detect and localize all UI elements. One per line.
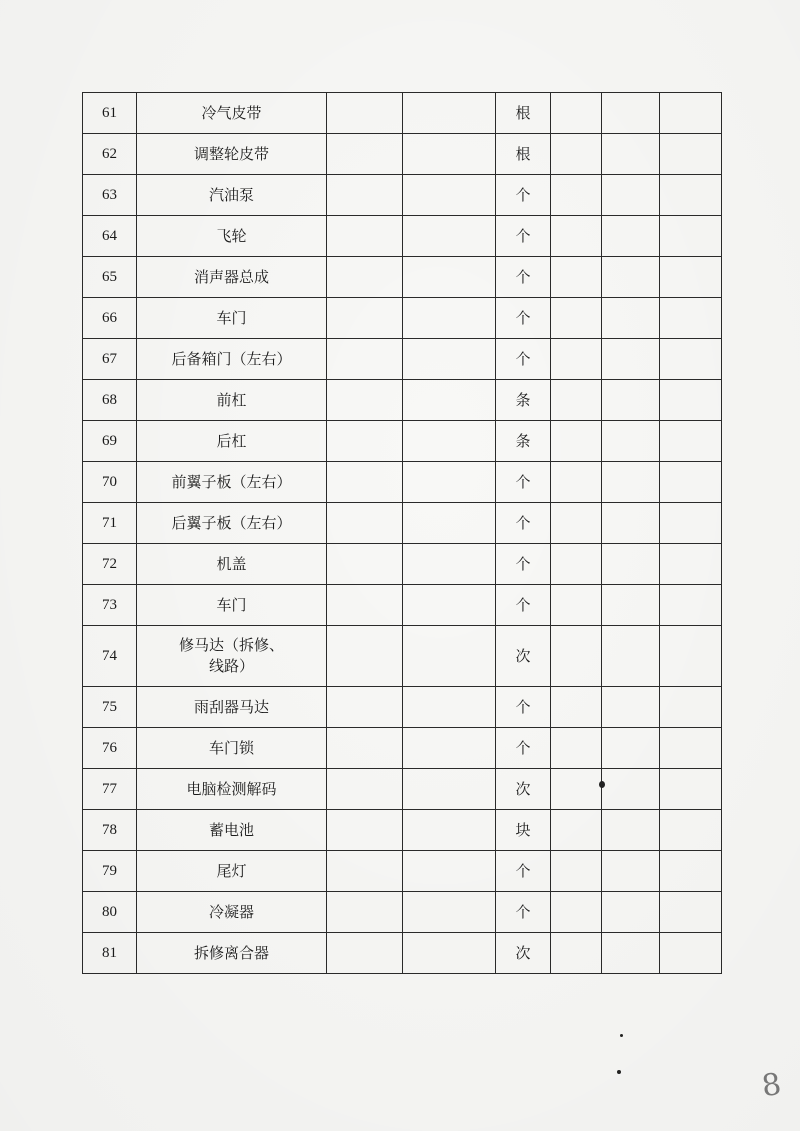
unit-cell: 个: [496, 503, 551, 544]
empty-cell: [327, 585, 403, 626]
empty-cell: [327, 462, 403, 503]
row-number: 75: [83, 687, 137, 728]
row-number: 76: [83, 728, 137, 769]
empty-cell: [403, 933, 496, 974]
table-row: [83, 216, 722, 257]
unit-cell: 个: [496, 298, 551, 339]
empty-cell: [660, 421, 722, 462]
table-row: [83, 728, 722, 769]
table-row: [83, 687, 722, 728]
item-name: 前翼子板（左右）: [137, 462, 327, 503]
unit-cell: 条: [496, 380, 551, 421]
empty-cell: [327, 421, 403, 462]
empty-cell: [602, 380, 660, 421]
table-row: [83, 380, 722, 421]
row-number: 61: [83, 93, 137, 134]
empty-cell: [602, 257, 660, 298]
empty-cell: [660, 134, 722, 175]
item-name-line: 线路）: [208, 657, 254, 675]
empty-cell: [660, 175, 722, 216]
empty-cell: [327, 687, 403, 728]
row-number: 71: [83, 503, 137, 544]
empty-cell: [327, 339, 403, 380]
parts-table-body: [83, 93, 722, 974]
empty-cell: [403, 462, 496, 503]
empty-cell: [403, 810, 496, 851]
row-number: 67: [83, 339, 137, 380]
empty-cell: [551, 503, 602, 544]
table-row: [83, 933, 722, 974]
row-number: 65: [83, 257, 137, 298]
item-name: 车门: [137, 298, 327, 339]
item-name: [137, 626, 327, 687]
empty-cell: [327, 134, 403, 175]
empty-cell: [327, 216, 403, 257]
item-name: 后杠: [137, 421, 327, 462]
item-name: 前杠: [137, 380, 327, 421]
item-name: 蓄电池: [137, 810, 327, 851]
item-name: 车门: [137, 585, 327, 626]
empty-cell: [660, 933, 722, 974]
empty-cell: [551, 851, 602, 892]
table-row: [83, 892, 722, 933]
table-row: [83, 175, 722, 216]
row-number: 70: [83, 462, 137, 503]
empty-cell: [403, 585, 496, 626]
empty-cell: [602, 544, 660, 585]
row-number: 64: [83, 216, 137, 257]
empty-cell: [327, 851, 403, 892]
empty-cell: [403, 769, 496, 810]
empty-cell: [602, 93, 660, 134]
table-row: [83, 298, 722, 339]
empty-cell: [403, 298, 496, 339]
table-row: [83, 769, 722, 810]
empty-cell: [660, 339, 722, 380]
empty-cell: [403, 851, 496, 892]
unit-cell: 个: [496, 728, 551, 769]
unit-cell: 个: [496, 892, 551, 933]
empty-cell: [602, 462, 660, 503]
row-number: 74: [83, 626, 137, 687]
empty-cell: [660, 769, 722, 810]
empty-cell: [660, 626, 722, 687]
empty-cell: [551, 216, 602, 257]
unit-cell: 个: [496, 339, 551, 380]
table-row: [83, 851, 722, 892]
empty-cell: [403, 93, 496, 134]
row-number: 81: [83, 933, 137, 974]
empty-cell: [660, 462, 722, 503]
table-row: [83, 134, 722, 175]
table-row: [83, 503, 722, 544]
empty-cell: [403, 421, 496, 462]
empty-cell: [403, 728, 496, 769]
empty-cell: [660, 892, 722, 933]
empty-cell: [327, 380, 403, 421]
empty-cell: [602, 175, 660, 216]
empty-cell: [551, 93, 602, 134]
empty-cell: [327, 892, 403, 933]
empty-cell: [403, 626, 496, 687]
item-name: 后翼子板（左右）: [137, 503, 327, 544]
parts-table: [82, 92, 722, 974]
empty-cell: [602, 503, 660, 544]
empty-cell: [551, 544, 602, 585]
empty-cell: [551, 585, 602, 626]
item-name: 调整轮皮带: [137, 134, 327, 175]
empty-cell: [602, 933, 660, 974]
empty-cell: [551, 892, 602, 933]
table-row: [83, 257, 722, 298]
empty-cell: [551, 687, 602, 728]
empty-cell: [660, 380, 722, 421]
unit-cell: 块: [496, 810, 551, 851]
empty-cell: [602, 687, 660, 728]
empty-cell: [403, 175, 496, 216]
table-row: [83, 810, 722, 851]
empty-cell: [403, 257, 496, 298]
empty-cell: [551, 728, 602, 769]
ink-speck: [620, 1034, 623, 1037]
unit-cell: 个: [496, 462, 551, 503]
item-name: 冷气皮带: [137, 93, 327, 134]
table-row: [83, 339, 722, 380]
empty-cell: [327, 810, 403, 851]
empty-cell: [602, 585, 660, 626]
table-row: [83, 626, 722, 687]
empty-cell: [327, 544, 403, 585]
item-name: 飞轮: [137, 216, 327, 257]
item-name: 尾灯: [137, 851, 327, 892]
row-number: 73: [83, 585, 137, 626]
empty-cell: [660, 810, 722, 851]
row-number: 80: [83, 892, 137, 933]
unit-cell: 个: [496, 257, 551, 298]
item-name: 拆修离合器: [137, 933, 327, 974]
empty-cell: [602, 626, 660, 687]
empty-cell: [602, 298, 660, 339]
item-name: 后备箱门（左右）: [137, 339, 327, 380]
unit-cell: 个: [496, 585, 551, 626]
row-number: 68: [83, 380, 137, 421]
unit-cell: 次: [496, 933, 551, 974]
empty-cell: [403, 687, 496, 728]
empty-cell: [660, 93, 722, 134]
empty-cell: [327, 257, 403, 298]
item-name: 冷凝器: [137, 892, 327, 933]
item-name: 消声器总成: [137, 257, 327, 298]
row-number: 72: [83, 544, 137, 585]
empty-cell: [551, 175, 602, 216]
empty-cell: [602, 851, 660, 892]
empty-cell: [602, 769, 660, 810]
ink-speck: [599, 781, 605, 788]
empty-cell: [403, 380, 496, 421]
empty-cell: [660, 544, 722, 585]
table-row: [83, 93, 722, 134]
empty-cell: [551, 380, 602, 421]
empty-cell: [327, 728, 403, 769]
row-number: 62: [83, 134, 137, 175]
empty-cell: [551, 134, 602, 175]
empty-cell: [551, 257, 602, 298]
empty-cell: [327, 933, 403, 974]
unit-cell: 个: [496, 175, 551, 216]
empty-cell: [660, 851, 722, 892]
row-number: 79: [83, 851, 137, 892]
empty-cell: [327, 626, 403, 687]
unit-cell: 根: [496, 134, 551, 175]
unit-cell: 条: [496, 421, 551, 462]
empty-cell: [602, 421, 660, 462]
empty-cell: [551, 769, 602, 810]
empty-cell: [602, 892, 660, 933]
empty-cell: [602, 216, 660, 257]
table-row: [83, 421, 722, 462]
unit-cell: 个: [496, 544, 551, 585]
item-name: 汽油泵: [137, 175, 327, 216]
unit-cell: 次: [496, 769, 551, 810]
empty-cell: [327, 175, 403, 216]
empty-cell: [551, 421, 602, 462]
empty-cell: [551, 339, 602, 380]
empty-cell: [602, 728, 660, 769]
unit-cell: 个: [496, 216, 551, 257]
unit-cell: 次: [496, 626, 551, 687]
item-name-line: 修马达（拆修、: [178, 636, 284, 654]
empty-cell: [327, 503, 403, 544]
row-number: 63: [83, 175, 137, 216]
empty-cell: [403, 503, 496, 544]
empty-cell: [660, 216, 722, 257]
empty-cell: [660, 687, 722, 728]
item-name: 电脑检测解码: [137, 769, 327, 810]
table-row: [83, 462, 722, 503]
empty-cell: [660, 503, 722, 544]
empty-cell: [551, 626, 602, 687]
table-row: [83, 544, 722, 585]
empty-cell: [403, 339, 496, 380]
row-number: 69: [83, 421, 137, 462]
empty-cell: [660, 585, 722, 626]
empty-cell: [602, 810, 660, 851]
empty-cell: [327, 298, 403, 339]
empty-cell: [602, 134, 660, 175]
empty-cell: [403, 134, 496, 175]
page-number: 8: [759, 1066, 784, 1105]
empty-cell: [660, 298, 722, 339]
row-number: 78: [83, 810, 137, 851]
unit-cell: 个: [496, 687, 551, 728]
empty-cell: [403, 892, 496, 933]
empty-cell: [660, 257, 722, 298]
empty-cell: [551, 462, 602, 503]
empty-cell: [403, 544, 496, 585]
unit-cell: 根: [496, 93, 551, 134]
row-number: 77: [83, 769, 137, 810]
row-number: 66: [83, 298, 137, 339]
item-name: 雨刮器马达: [137, 687, 327, 728]
item-name: 机盖: [137, 544, 327, 585]
empty-cell: [551, 810, 602, 851]
table-row: [83, 585, 722, 626]
empty-cell: [602, 339, 660, 380]
empty-cell: [327, 769, 403, 810]
ink-speck: [617, 1070, 621, 1074]
empty-cell: [403, 216, 496, 257]
item-name: 车门锁: [137, 728, 327, 769]
empty-cell: [660, 728, 722, 769]
empty-cell: [551, 933, 602, 974]
empty-cell: [551, 298, 602, 339]
unit-cell: 个: [496, 851, 551, 892]
empty-cell: [327, 93, 403, 134]
